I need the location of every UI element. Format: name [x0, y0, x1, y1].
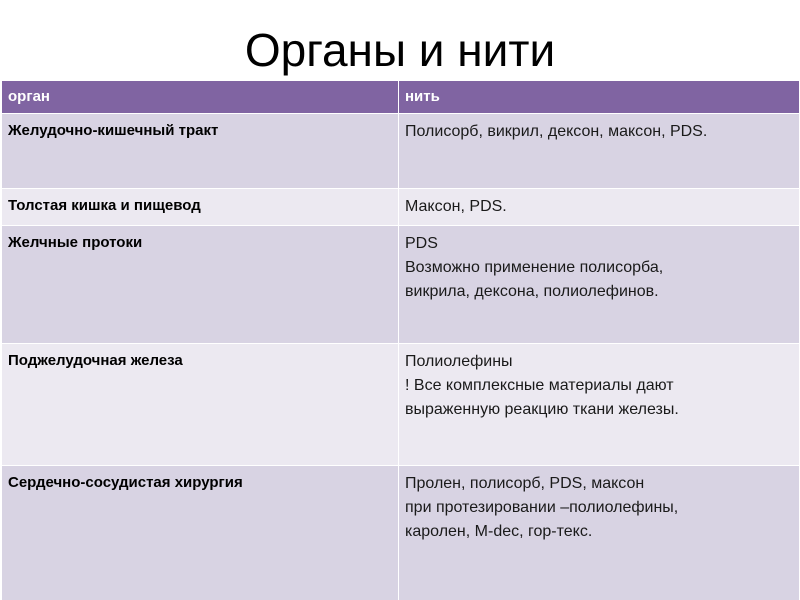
thread-cell — [399, 344, 800, 466]
table-row — [2, 466, 800, 600]
table-header-row — [2, 81, 800, 114]
organs-threads-table — [1, 80, 800, 600]
thread-line: Полиолефины — [405, 353, 513, 370]
table-row — [2, 189, 800, 226]
organ-cell: Поджелудочная железа — [2, 344, 399, 466]
organ-cell: Сердечно-сосудистая хирургия — [2, 466, 399, 600]
organ-cell: Толстая кишка и пищевод — [2, 189, 399, 226]
header-thread: нить — [399, 81, 800, 114]
thread-line: Возможно применение полисорба, — [405, 259, 664, 276]
header-organ: орган — [2, 81, 399, 114]
thread-line: Максон, PDS. — [405, 198, 507, 215]
organ-cell: Желчные протоки — [2, 226, 399, 344]
slide-title: Органы и нити — [244, 24, 556, 76]
thread-line: каролен, М-dec, гор-текс. — [405, 523, 593, 540]
thread-cell — [399, 189, 800, 226]
table-row — [2, 226, 800, 344]
thread-line: Пролен, полисорб, PDS, максон — [405, 475, 645, 492]
table-row — [2, 114, 800, 189]
thread-line: викрила, дексона, полиолефинов. — [405, 283, 659, 300]
organ-cell: Желудочно-кишечный тракт — [2, 114, 399, 189]
thread-line: выраженную реакцию ткани железы. — [405, 401, 679, 418]
thread-cell — [399, 466, 800, 600]
thread-cell — [399, 226, 800, 344]
thread-line: Полисорб, викрил, дексон, максон, PDS. — [405, 123, 708, 140]
table-row — [2, 344, 800, 466]
thread-line: при протезировании –полиолефины, — [405, 499, 679, 516]
thread-cell — [399, 114, 800, 189]
thread-line: ! Все комплексные материалы дают — [405, 377, 674, 394]
thread-line: PDS — [405, 235, 438, 252]
